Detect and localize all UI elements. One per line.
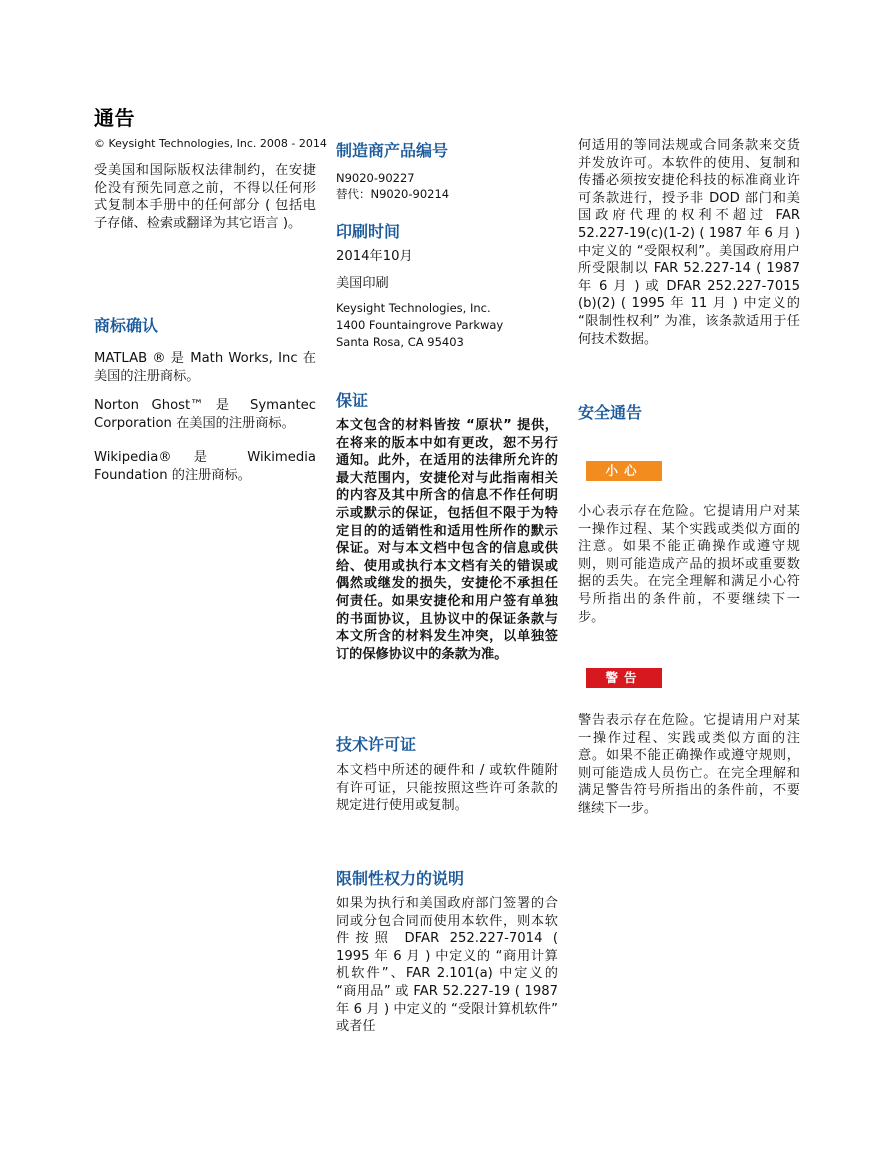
part-number-supersedes: 替代：N9020-90214 — [336, 187, 450, 201]
warranty-title: 保证 — [336, 391, 369, 410]
restricted-rights-body: 如果为执行和美国政府部门签署的合同或分包合同而使用本软件，则本软件按照 DFAR 252.227-7014 ( 1995 年 6 月 ) 中定义的 “商用计算机软件”、FAR 2.101(a) 中定义的 “商用品” 或 FAR 52.227-19 ( 1987 年 6 月 ) 中定义的 “受限计算机软件” 或者任 — [336, 896, 558, 1035]
address-line-3: Santa Rosa, CA 95403 — [336, 335, 464, 349]
tech-license-body: 本文档中所述的硬件和 / 或软件随附有许可证，只能按照这些许可条款的规定进行使用或复制。 — [336, 763, 558, 814]
printed-in: 美国印刷 — [336, 276, 389, 291]
safety-title: 安全通告 — [578, 403, 643, 422]
trademark-item-wikipedia: Wikipedia® 是 Wikimedia Foundation 的注册商标。 — [94, 450, 316, 483]
part-number-title: 制造商产品编号 — [336, 141, 449, 160]
address-line-1: Keysight Technologies, Inc. — [336, 301, 491, 315]
warning-body: 警告表示存在危险。它提请用户对某一操作过程、实践或类似方面的注意。如果不能正确操作或遵守规则，则可能造成人员伤亡。在完全理解和满足警告符号所指出的条件前，不要继续下一步。 — [578, 713, 800, 816]
restricted-rights-continued: 何适用的等同法规或合同条款来交货并发放许可。本软件的使用、复制和传播必须按安捷伦科技的标准商业许可条款进行，授予非 DOD 部门和美国政府代理的权利不超过 FAR 52.227-19(c)(1-2) ( 1987 年 6 月 ) 中定义的 “受限权利”。美国政府用户所受限制以 FAR 52.227-14 ( 1987 年 6 月 ) 或 DFAR 252.227-7015 (b)(2) ( 1995 年 11 月 ) 中定义的 “限制性权利” 为准，该条款适用于任何技术数据。 — [578, 138, 800, 347]
warning-badge: 警告 — [586, 668, 662, 688]
trademark-item-norton: Norton Ghost™ 是 Symantec Corporation 在美国的注册商标。 — [94, 398, 316, 431]
copyright-line: © Keysight Technologies, Inc. 2008 - 2014 — [94, 137, 327, 150]
warranty-body: 本文包含的材料皆按 “原状” 提供，在将来的版本中如有更改，恕不另行通知。此外，在适用的法律所允许的最大范围内，安捷伦对与此指南相关的内容及其中所含的信息不作任何明示或默示的保证，包括但不限于为特定目的的适销性和适用性所作的默示保证。对与本文档中包含的信息或供给、使用或执行本文档有关的错误或偶然或继发的损失，安捷伦不承担任何责任。如果安捷伦和用户签有单独的书面协议，且协议中的保证条款与本文所含的材料发生冲突，以单独签订的保修协议中的条款为准。 — [336, 418, 558, 662]
caution-badge: 小心 — [586, 461, 662, 481]
notice-body: 受美国和国际版权法律制约，在安捷伦没有预先同意之前，不得以任何形式复制本手册中的任何部分 ( 包括电子存储、检索或翻译为其它语言 )。 — [94, 163, 316, 231]
notice-title: 通告 — [94, 106, 135, 130]
tech-license-title: 技术许可证 — [336, 735, 417, 754]
part-number-current: N9020-90227 — [336, 171, 415, 185]
restricted-rights-title: 限制性权力的说明 — [336, 869, 465, 888]
trademarks-title: 商标确认 — [94, 316, 159, 335]
address-line-2: 1400 Fountaingrove Parkway — [336, 318, 504, 332]
trademark-item-matlab: MATLAB ® 是 Math Works, Inc 在美国的注册商标。 — [94, 351, 316, 384]
print-date: 2014年10月 — [336, 249, 413, 264]
caution-body: 小心表示存在危险。它提请用户对某一操作过程、某个实践或类似方面的注意。如果不能正确操作或遵守规则，则可能造成产品的损坏或重要数据的丢失。在完全理解和满足小心符号所指出的条件前，不要继续下一步。 — [578, 504, 800, 625]
print-date-title: 印刷时间 — [336, 222, 401, 241]
